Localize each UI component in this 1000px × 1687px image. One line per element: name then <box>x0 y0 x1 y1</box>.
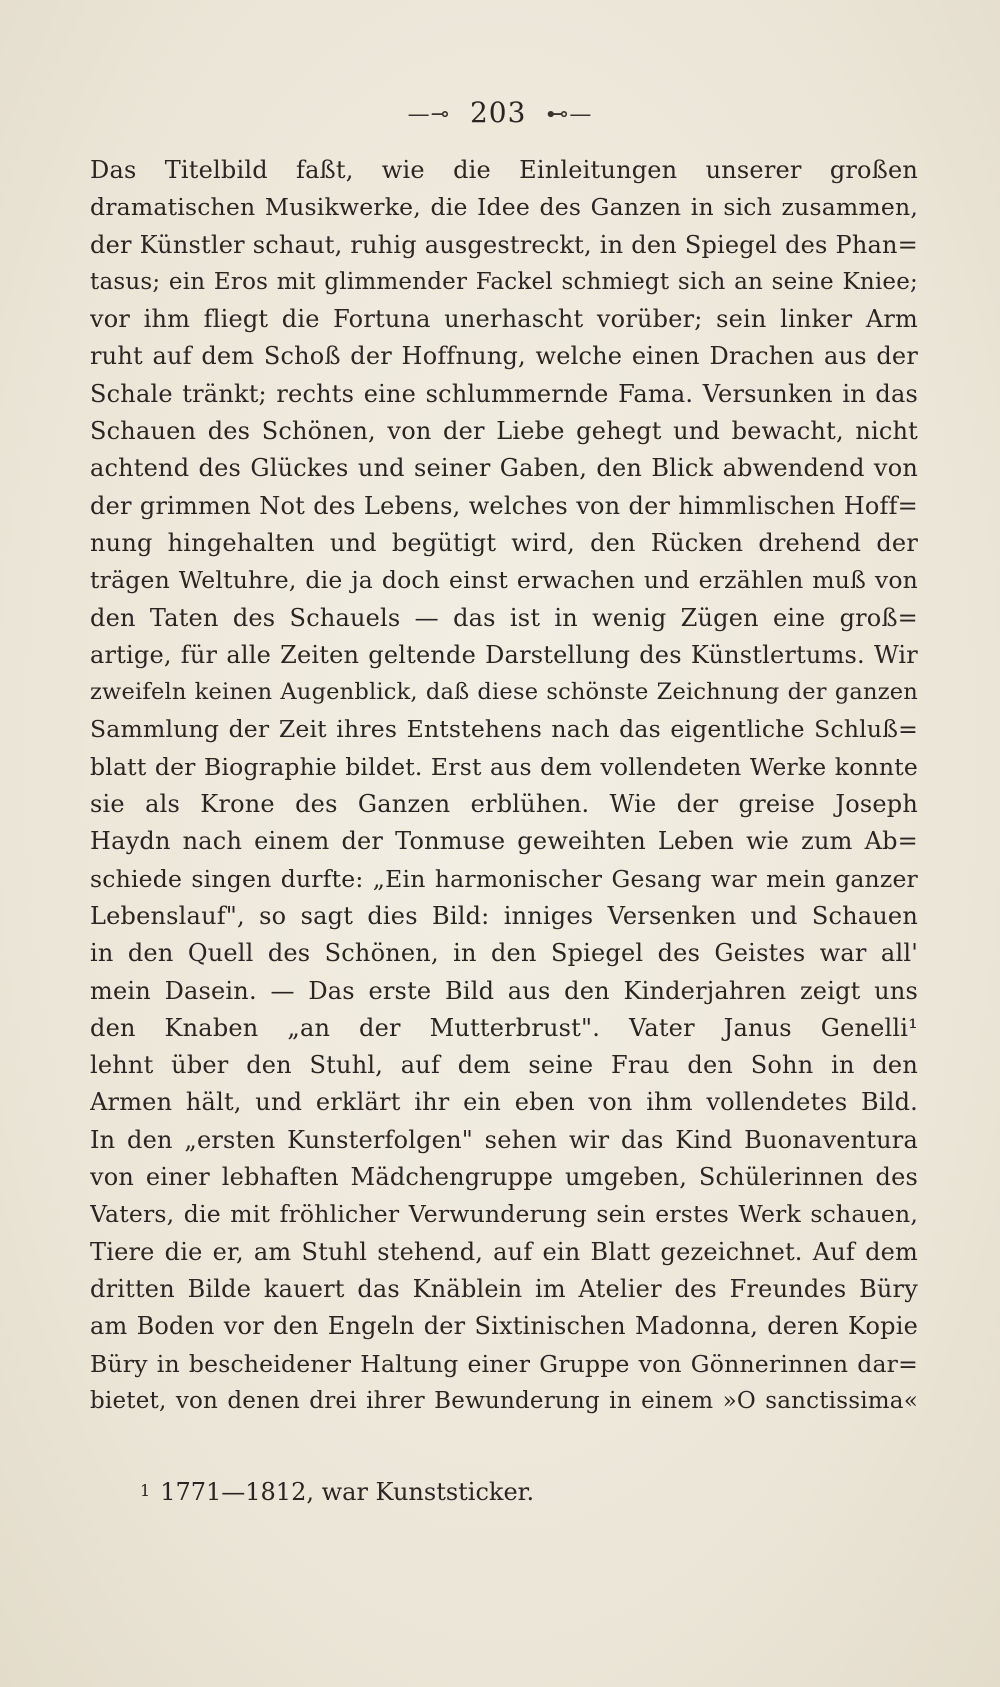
text-line: zweifeln keinen Augenblick, daß diese schönste Zeichnung der ganzen <box>90 679 918 706</box>
text-line: tasus; ein Eros mit glimmender Fackel schmiegt sich an seine Kniee; <box>90 268 918 295</box>
text-line: vor ihm fliegt die Fortuna unerhascht vorüber; sein linker Arm <box>90 305 918 334</box>
text-line: Haydn nach einem der Tonmuse geweihten Leben wie zum Ab= <box>90 827 918 856</box>
ornament-left-icon: —⊸ <box>407 102 451 127</box>
text-line: der Künstler schaut, ruhig ausgestreckt, in den Spiegel des Phan= <box>90 230 918 259</box>
text-line: Schale tränkt; rechts eine schlummernde Fama. Versunken in das <box>90 379 918 408</box>
text-line: der grimmen Not des Lebens, welches von der himmlischen Hoff= <box>90 491 918 520</box>
text-line: Schauen des Schönen, von der Liebe gehegt und bewacht, nicht <box>90 417 918 446</box>
text-line: Büry in bescheidener Haltung einer Gruppe von Gönnerinnen dar= <box>90 1349 918 1378</box>
text-line: bietet, von denen drei ihrer Bewunderung in einem »O sanctissima« <box>90 1387 918 1414</box>
ornament-right-icon: ⊷— <box>546 102 593 127</box>
text-line: artige, für alle Zeiten geltende Darstellung des Künstlertums. Wir <box>90 640 918 669</box>
text-line: am Boden vor den Engeln der Sixtinischen Madonna, deren Kopie <box>90 1312 918 1341</box>
text-line: mein Dasein. — Das erste Bild aus den Kinderjahren zeigt uns <box>90 976 918 1005</box>
text-line: sie als Krone des Ganzen erblühen. Wie der greise Joseph <box>90 790 918 819</box>
text-line: Vaters, die mit fröhlicher Verwunderung sein erstes Werk schauen, <box>90 1200 918 1229</box>
text-line: dritten Bilde kauert das Knäblein im Atelier des Freundes Büry <box>90 1274 918 1303</box>
page-number: 203 <box>469 96 527 129</box>
text-line: dramatischen Musikwerke, die Idee des Ganzen in sich zusammen, <box>90 193 918 222</box>
text-line: den Taten des Schauels — das ist in wenig Zügen eine groß= <box>90 603 918 632</box>
text-line: von einer lebhaften Mädchengruppe umgeben, Schülerinnen des <box>90 1163 918 1192</box>
text-line: Armen hält, und erklärt ihr ein eben von ihm vollendetes Bild. <box>90 1088 918 1117</box>
text-line: schiede singen durfte: „Ein harmonischer Gesang war mein ganzer <box>90 864 918 893</box>
text-line: ruht auf dem Schoß der Hoffnung, welche einen Drachen aus der <box>90 342 918 371</box>
text-line: lehnt über den Stuhl, auf dem seine Frau den Sohn in den <box>90 1051 918 1080</box>
text-line: nung hingehalten und begütigt wird, den Rücken drehend der <box>90 528 918 557</box>
footnote-marker: 1 <box>140 1481 151 1500</box>
text-line: blatt der Biographie bildet. Erst aus dem vollendeten Werke konnte <box>90 752 918 781</box>
footnote-text: 1771—1812, war Kunststicker. <box>160 1478 535 1506</box>
page-header <box>0 96 1000 129</box>
text-line: Tiere die er, am Stuhl stehend, auf ein Blatt gezeichnet. Auf dem <box>90 1237 918 1266</box>
text-line: Das Titelbild faßt, wie die Einleitungen unserer großen <box>90 156 918 184</box>
text-line: den Knaben „an der Mutterbrust". Vater Janus Genelli¹ <box>90 1013 918 1042</box>
text-line: Sammlung der Zeit ihres Entstehens nach das eigentliche Schluß= <box>90 715 918 744</box>
text-line: achtend des Glückes und seiner Gaben, den Blick abwendend von <box>90 454 918 483</box>
text-line: in den Quell des Schönen, in den Spiegel des Geistes war all' <box>90 939 918 968</box>
body-text <box>90 152 918 1420</box>
text-line: Lebenslauf", so sagt dies Bild: inniges Versenken und Schauen <box>90 901 918 930</box>
text-line: In den „ersten Kunsterfolgen" sehen wir das Kind Buonaventura <box>90 1125 918 1154</box>
text-line: trägen Weltuhre, die ja doch einst erwachen und erzählen muß von <box>90 566 918 595</box>
footnote <box>140 1478 534 1506</box>
